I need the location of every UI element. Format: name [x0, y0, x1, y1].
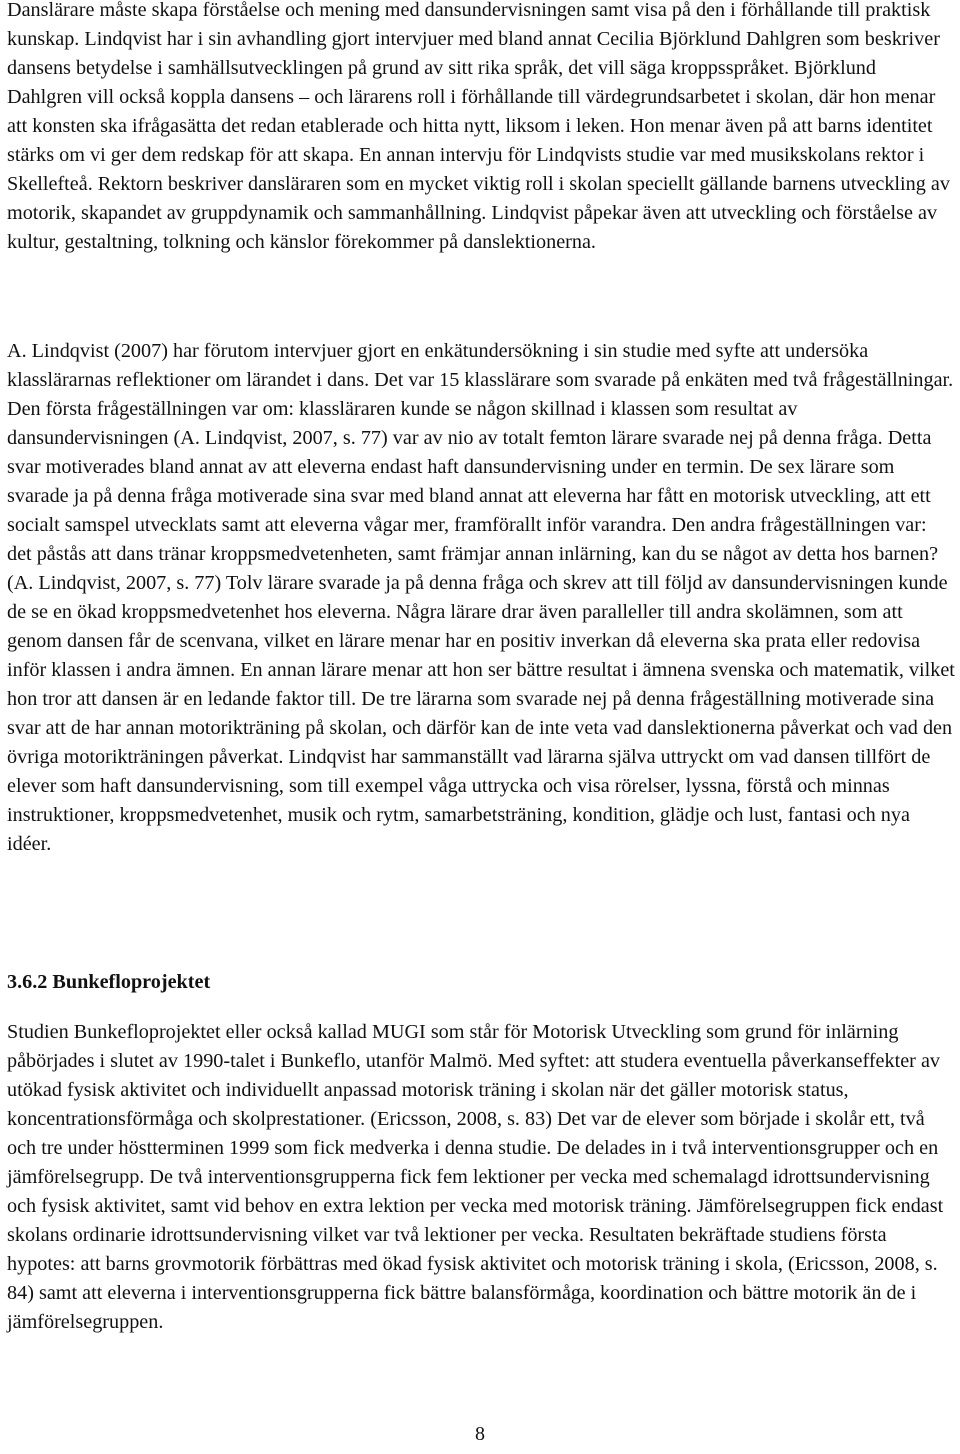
paragraph-dance-teachers: Danslärare måste skapa förståelse och mening med dansundervisningen samt visa på den i förhållande till praktisk kunskap. Lindqvist har i sin avhandling gjort intervjuer med bland annat Cecilia Björklund Dahlgren som beskriver dansens betydelse i samhällsutvecklingen på grund av sitt rika språk, det vill säga kroppsspråket. Björklund Dahlgren vill också koppla dansens – och lärarens roll i förhållande till värdegrundsarbetet i skolan, där hon menar att konsten ska ifrågasätta det redan etablerade och hitta nytt, liksom i leken. Hon menar även på att barns identitet stärks om vi ger dem redskap för att skapa. En annan intervju för Lindqvists studie var med musikskolans rektor i Skellefteå. Rektorn beskriver dansläraren som en mycket viktig roll i skolan speciellt gällande barnens utveckling av motorik, skapandet av gruppdynamik och sammanhållning. Lindqvist påpekar även att utveckling och förståelse av kultur, gestaltning, tolkning och känslor förekommer på danslektionerna. — [7, 0, 950, 253]
paragraph-lindqvist-survey: A. Lindqvist (2007) har förutom intervjuer gjort en enkätundersökning i sin studie med syfte att undersöka klasslärarnas reflektioner om lärandet i dans. Det var 15 klasslärare som svarade på enkäten med två frågeställningar. Den första frågeställningen var om: klassläraren kunde se någon skillnad i klassen som resultat av dansundervisningen (A. Lindqvist, 2007, s. 77) var av nio av totalt femton lärare svarade nej på denna fråga. Detta svar motiverades bland annat av att eleverna endast haft dansundervisning under en termin. De sex lärare som svarade ja på denna fråga motiverade sina svar med bland annat att eleverna har fått en motorisk utveckling, att ett socialt samspel utvecklats samt att eleverna vågar mer, framförallt inför varandra. Den andra frågeställningen var: det påstås att dans tränar kroppsmedvetenheten, samt främjar annan inlärning, kan du se något av detta hos barnen?(A. Lindqvist, 2007, s. 77) Tolv lärare svarade ja på denna fråga och skrev att till följd av dansundervisningen kunde de se en ökad kroppsmedvetenhet hos eleverna. Några lärare drar även paralleller till andra skolämnen, som att genom dansen får de scenvana, vilket en lärare menar har en positiv inverkan då eleverna ska prata eller redovisa inför klassen i andra ämnen. En annan lärare menar att hon ser bättre resultat i ämnena svenska och matematik, vilket hon tror att dansen är en ledande faktor till. De tre lärarna som svarade nej på denna frågeställning motiverade sina svar att de har annan motorikträning på skolan, och därför kan de inte veta vad danslektionerna påverkat och vad den övriga motorikträningen påverkat. Lindqvist har sammanställt vad lärarna själva uttryckt om vad dansen tillfört de elever som haft dansundervisning, som till exempel våga uttrycka och visa rörelser, lyssna, förstå och minnas instruktioner, kroppsmedvetenhet, musik och rytm, samarbetsträning, kondition, glädje och lust, fantasi och nya idéer. — [7, 340, 955, 855]
paragraph-bunkeflo: Studien Bunkefloprojektet eller också kallad MUGI som står för Motorisk Utveckling som grund för inlärning påbörjades i slutet av 1990-talet i Bunkeflo, utanför Malmö. Med syftet: att studera eventuella påverkanseffekter av utökad fysisk aktivitet och individuellt anpassad motorisk träning i skolan när det gäller motorisk status, koncentrationsförmåga och skolprestationer. (Ericsson, 2008, s. 83) Det var de elever som började i skolår ett, två och tre under höstterminen 1999 som fick medverka i denna studie. De delades in i två interventionsgrupper och en jämförelsegrupp. De två interventionsgrupperna fick fem lektioner per vecka med schemalagd idrottsundervisning och fysisk aktivitet, samt vid behov en extra lektion per vecka med motorisk träning. Jämförelsegruppen fick endast skolans ordinarie idrottsundervisning vilket var två lektioner per vecka. Resultaten bekräftade studiens första hypotes: att barns grovmotorik förbättras med ökad fysisk aktivitet och motorisk träning i skola, (Ericsson, 2008, s. 84) samt att eleverna i interventionsgrupperna fick bättre balansförmåga, koordination och bättre motorik än de i jämförelsegruppen. — [7, 1021, 944, 1333]
page-number: 8 — [475, 1423, 485, 1445]
section-heading: 3.6.2 Bunkefloprojektet — [7, 971, 211, 993]
